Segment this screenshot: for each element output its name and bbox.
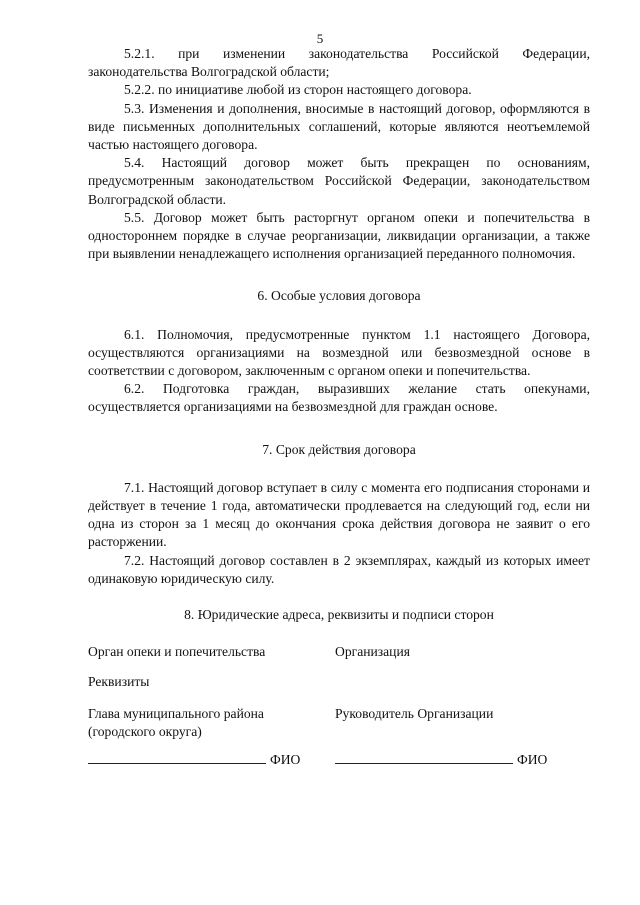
signature-block	[88, 643, 590, 767]
clause-6-2: 6.2. Подготовка граждан, выразивших желание стать опекунами, осуществляется организациями на безвозмездной для граждан основе.	[88, 381, 590, 415]
section-6-heading: 6. Особые условия договора	[257, 288, 421, 304]
clause-5-2-2: 5.2.2. по инициативе любой из сторон настоящего договора.	[124, 82, 472, 98]
right-signatory-title: Руководитель Организации	[335, 706, 494, 721]
section-7-heading: 7. Срок действия договора	[262, 441, 416, 457]
clause-6-1: 6.1. Полномочия, предусмотренные пунктом 1.1 настоящего Договора, осуществляются организациями на возмездной или безвозмездной основе в соответствии с договором, заключенным с органом опеки и попечительства.	[88, 326, 590, 379]
clause-7-2: 7.2. Настоящий договор составлен в 2 экземплярах, каждый из которых имеет одинаковую юридическую силу.	[88, 552, 590, 586]
right-fio-label: ФИО	[517, 752, 548, 767]
clause-5-4: 5.4. Настоящий договор может быть прекращен по основаниям, предусмотренным законодательством Российской Федерации, законодательством Волгоградской области.	[88, 155, 590, 207]
clause-5-2-1: 5.2.1. при изменении законодательства Российской Федерации, законодательства Волгоградской области;	[88, 46, 590, 80]
requisites-label: Реквизиты	[88, 674, 150, 689]
right-signature-field	[335, 749, 590, 769]
page-number: 5	[316, 31, 324, 46]
left-party-label: Орган опеки и попечительства	[88, 644, 266, 659]
right-party-label: Организация	[335, 644, 410, 659]
left-signature-field	[88, 749, 328, 769]
clause-5-5: 5.5. Договор может быть расторгнут органом опеки и попечительства в одностороннем порядке в случае реорганизации, ликвидации организации, а также при выявлении ненадлежащего исполнения организацией переданного полномочия.	[88, 209, 590, 262]
left-signature-line	[88, 749, 266, 764]
section-8-heading: 8. Юридические адреса, реквизиты и подписи сторон	[184, 607, 494, 623]
document-body	[88, 45, 590, 624]
right-signature-line	[335, 749, 513, 764]
left-fio-label: ФИО	[270, 752, 301, 767]
clause-5-3: 5.3. Изменения и дополнения, вносимые в настоящий договор, оформляются в виде письменных дополнительных соглашений, которые являются неотъемлемой частью настоящего договора.	[88, 100, 590, 153]
clause-7-1: 7.1. Настоящий договор вступает в силу с момента его подписания сторонами и действует в течение 1 года, автоматически продлевается на следующий год, если ни одна из сторон за 1 месяц до окончания срока действия договора не заявит о его расторжении.	[88, 479, 590, 550]
left-signatory-title: Глава муниципального района (городского округа)	[88, 706, 264, 740]
